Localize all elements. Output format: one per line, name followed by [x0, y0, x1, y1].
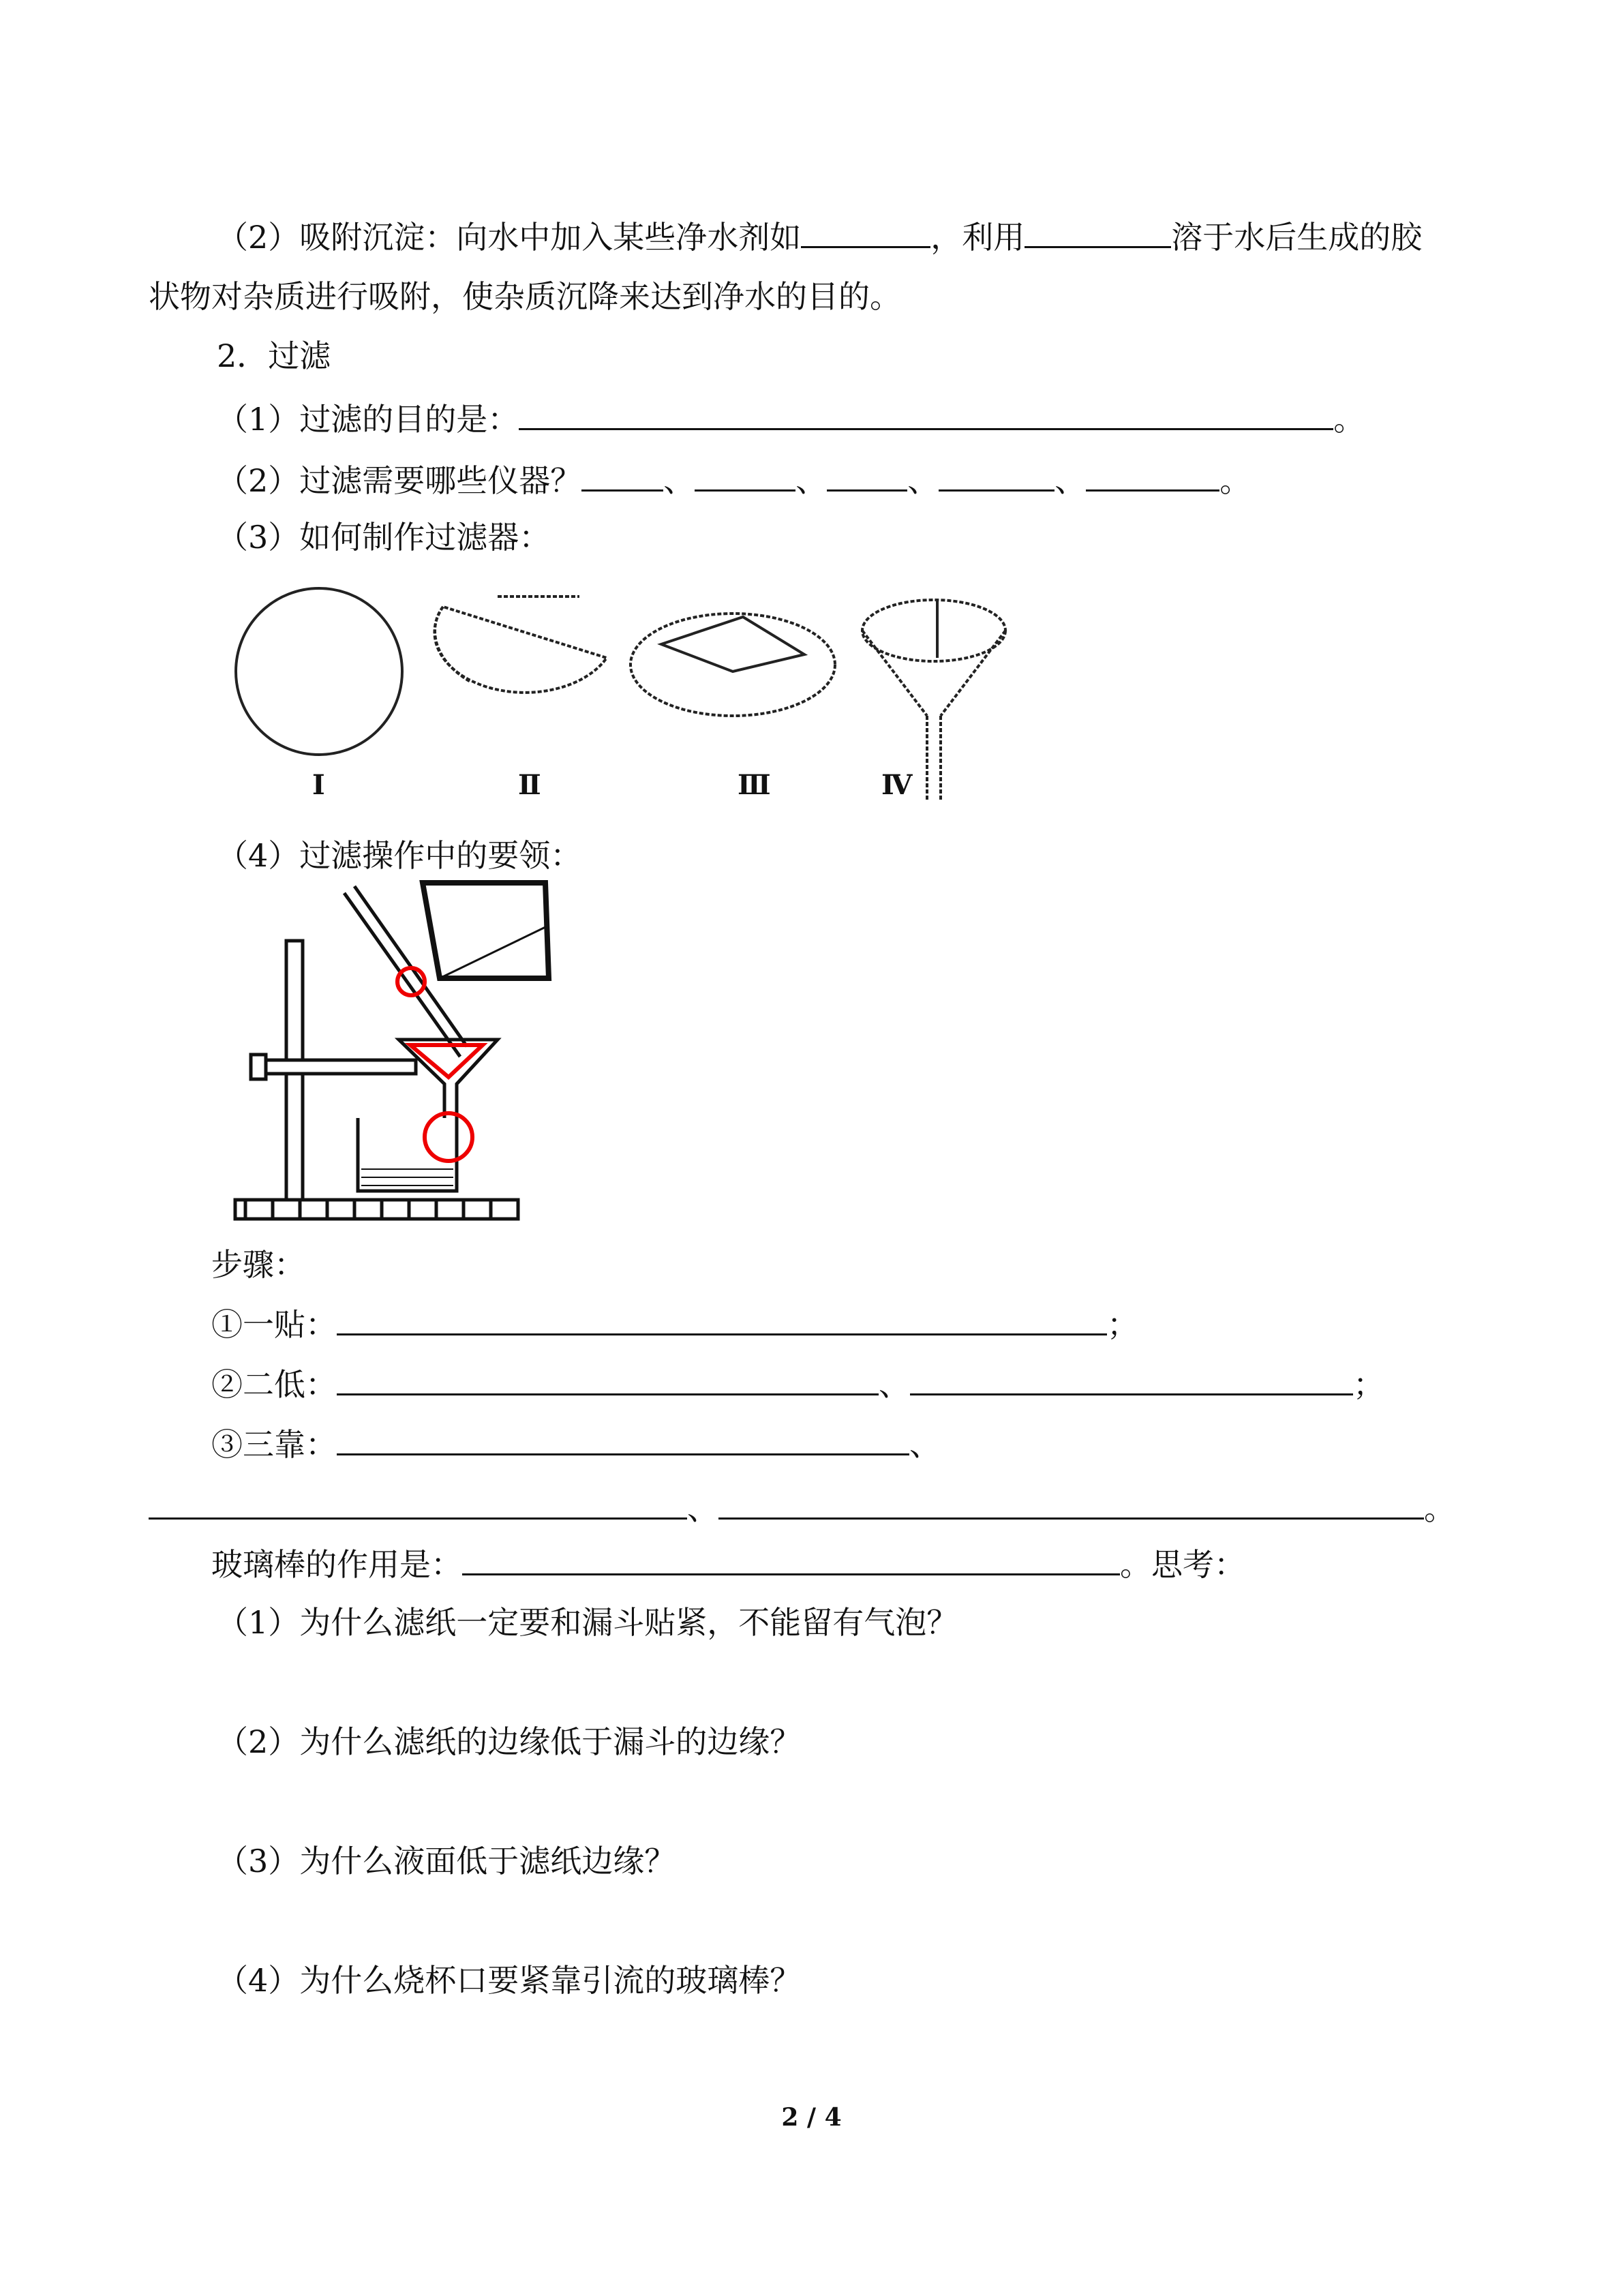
fold-step-1-circle	[236, 588, 402, 755]
filtration-apparatus-figure	[232, 876, 559, 1224]
step-two-end: ；	[1353, 1366, 1384, 1403]
blank-step-three-a[interactable]	[337, 1422, 909, 1455]
blank-instrument-2[interactable]	[695, 458, 795, 492]
purpose-line	[217, 397, 1365, 440]
step-three-line-2	[149, 1486, 1455, 1529]
question-4: （4）为什么烧杯口要紧靠引流的玻璃棒？	[217, 1962, 802, 1999]
rod-prefix: 玻璃棒的作用是：	[211, 1546, 462, 1583]
receiving-beaker	[358, 1118, 457, 1191]
instruments-prefix: （2）过滤需要哪些仪器？	[217, 462, 582, 499]
instruments-sep: 、	[907, 462, 939, 499]
blank-step-three-c[interactable]	[718, 1486, 1424, 1520]
rod-suffix: 。思考：	[1120, 1546, 1245, 1583]
blank-instrument-1[interactable]	[581, 458, 663, 492]
blank-coagulant-use[interactable]	[1025, 215, 1171, 248]
step-two-sep: 、	[879, 1366, 910, 1403]
instruments-sep: 、	[1055, 462, 1087, 499]
fold-step-2-half	[434, 596, 607, 693]
step-one-end: ；	[1107, 1306, 1138, 1343]
adsorption-prefix: （2）吸附沉淀：向水中加入某些净水剂如	[217, 219, 802, 256]
step-one-label: ①一贴：	[211, 1306, 337, 1343]
instruments-sep: 、	[663, 462, 695, 499]
step-three-sep: 、	[687, 1490, 718, 1527]
rod-line	[211, 1542, 1245, 1585]
blank-rod-role[interactable]	[462, 1542, 1120, 1575]
blank-coagulant[interactable]	[801, 215, 930, 248]
question-1: （1）为什么滤纸一定要和漏斗贴紧，不能留有气泡？	[217, 1604, 958, 1641]
blank-step-one[interactable]	[337, 1302, 1107, 1335]
blank-instrument-3[interactable]	[827, 458, 907, 492]
steps-title: 步骤：	[211, 1246, 305, 1283]
blank-purpose[interactable]	[519, 397, 1333, 430]
adsorption-line-2: 状物对杂质进行吸附，使杂质沉降来达到净水的目的。	[149, 278, 901, 315]
section-heading-filtration: 2．过滤	[217, 337, 331, 374]
operation-line: （4）过滤操作中的要领：	[217, 837, 582, 874]
fold-step-3-quarter	[631, 614, 835, 716]
question-3: （3）为什么液面低于滤纸边缘？	[217, 1843, 676, 1879]
step-three-label: ③三靠：	[211, 1426, 337, 1463]
fold-label-1: Ⅰ	[312, 769, 325, 801]
step-two-line	[211, 1362, 1384, 1405]
step-two-label: ②二低：	[211, 1366, 337, 1403]
stand-clamp-arm	[252, 1060, 416, 1074]
question-2: （2）为什么滤纸的边缘低于漏斗的边缘？	[217, 1723, 802, 1760]
purpose-suffix: 。	[1333, 401, 1365, 438]
step-three-end: 。	[1424, 1490, 1455, 1527]
page-number: 2 / 4	[781, 2103, 842, 2132]
adsorption-mid: ，利用	[930, 219, 1025, 256]
step-three-sep: 、	[909, 1426, 941, 1463]
fold-label-2: Ⅱ	[518, 769, 541, 801]
adsorption-line-1	[217, 215, 1422, 258]
adsorption-suffix: 溶于水后生成的胶	[1171, 219, 1423, 256]
instruments-sep: 、	[795, 462, 828, 499]
make-filter-line: （3）如何制作过滤器：	[217, 519, 551, 556]
stand-base	[235, 1200, 518, 1219]
blank-instrument-5[interactable]	[1086, 458, 1219, 492]
pouring-beaker	[423, 883, 549, 978]
fold-label-4: Ⅳ	[881, 769, 913, 801]
blank-step-two-b[interactable]	[910, 1362, 1353, 1395]
instruments-line	[217, 458, 1251, 501]
blank-instrument-4[interactable]	[939, 458, 1055, 492]
blank-step-two-a[interactable]	[337, 1362, 879, 1395]
fold-label-3: Ⅲ	[738, 769, 771, 801]
step-one-line	[211, 1302, 1138, 1345]
purpose-prefix: （1）过滤的目的是：	[217, 401, 519, 438]
instruments-end: 。	[1219, 462, 1252, 499]
blank-step-three-b[interactable]	[149, 1486, 687, 1520]
step-three-line	[211, 1422, 941, 1465]
